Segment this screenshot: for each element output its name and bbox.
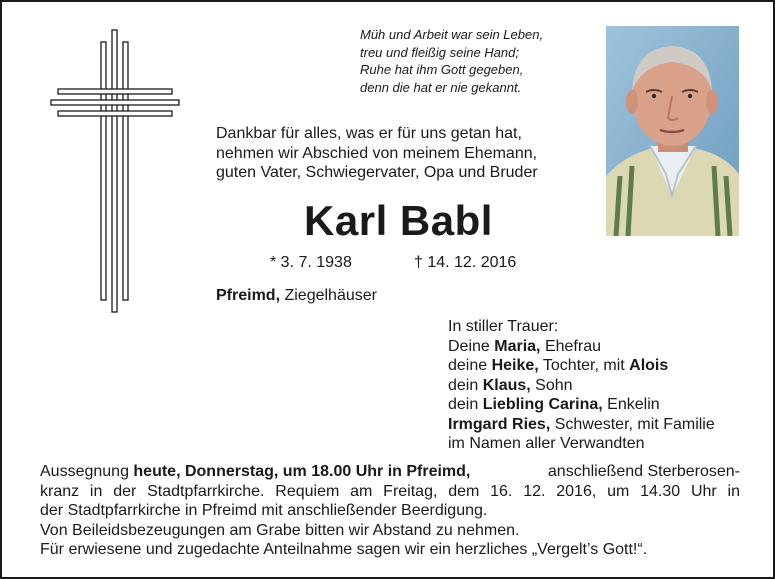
mourner-role: Schwester, mit Familie [550,415,715,433]
mourner-name: Maria, [494,337,541,355]
funeral-line-start [40,462,470,482]
deceased-name: Karl Babl [304,197,493,244]
funeral-line: kranz in der Stadtpfarrkirche. Requiem am Freitag, dem 16. 12. 2016, um 14.30 Uhr in [40,482,740,500]
verse-line: Ruhe hat ihm Gott gegeben, [360,62,524,77]
funeral-line: Für erwiesene und zugedachte Anteilnahme sagen wir ein herzliches „Vergelt’s Gott!“. [40,541,648,558]
funeral-time-place: heute, Donnerstag, um 18.00 Uhr in Pfreimd, [133,463,471,480]
intro-text [216,124,586,183]
funeral-text: Aussegnung [40,463,134,480]
funeral-text: anschließend Sterberosen- [547,463,740,480]
mourner-relation: deine [448,357,492,374]
mourner-relation: Deine [448,337,495,355]
mourner-role: Ehefrau [540,337,601,355]
mourner-spouse-name: Alois [629,357,669,374]
portrait-photo [606,26,739,236]
funeral-details [40,462,740,560]
mourner-relation: dein [448,396,483,413]
intro-line: Dankbar für alles, was er für uns getan hat, [216,125,522,142]
residence-town: Pfreimd, [216,287,281,304]
mourner-name: Heike, [491,357,539,374]
death-date: † 14. 12. 2016 [414,254,517,271]
memorial-verse [360,26,590,96]
verse-line: Müh und Arbeit war sein Leben, [360,27,544,42]
mourner-line [448,434,758,454]
funeral-line: Von Beileidsbezeugungen am Grabe bitten wir Abstand zu nehmen. [40,521,520,539]
mourner-name: Klaus, [482,376,531,394]
mourner-name: Liebling Carina, [482,396,603,413]
mourner-line [448,337,758,357]
mourner-line [448,415,758,435]
cross-icon [50,28,180,313]
verse-line: treu und fleißig seine Hand; [360,44,519,60]
verse-line: denn die hat er nie gekannt. [360,79,522,95]
intro-line: guten Vater, Schwiegervater, Opa und Bruder [216,164,538,181]
mourner-relation: dein [448,376,483,394]
mourner-line [448,356,758,376]
mourner-line [448,395,758,415]
mourner-role: Sohn [530,376,573,394]
birth-date: * 3. 7. 1938 [270,254,352,271]
residence [216,287,377,305]
residence-district: Ziegelhäuser [280,287,377,304]
mourner-line [448,376,758,396]
intro-line: nehmen wir Abschied von meinem Ehemann, [216,144,538,162]
funeral-line [40,462,740,482]
mourner-relation: im Namen aller Verwandten [448,435,645,452]
mourners-heading: In stiller Trauer: [448,318,559,335]
mourner-name: Irmgard Ries, [448,415,551,433]
mourner-role: Enkelin [602,396,660,413]
mourners-list [448,317,758,454]
funeral-line: der Stadtpfarrkirche in Pfreimd mit anschließender Beerdigung. [40,502,488,519]
mourner-role: Tochter, mit [538,357,630,374]
